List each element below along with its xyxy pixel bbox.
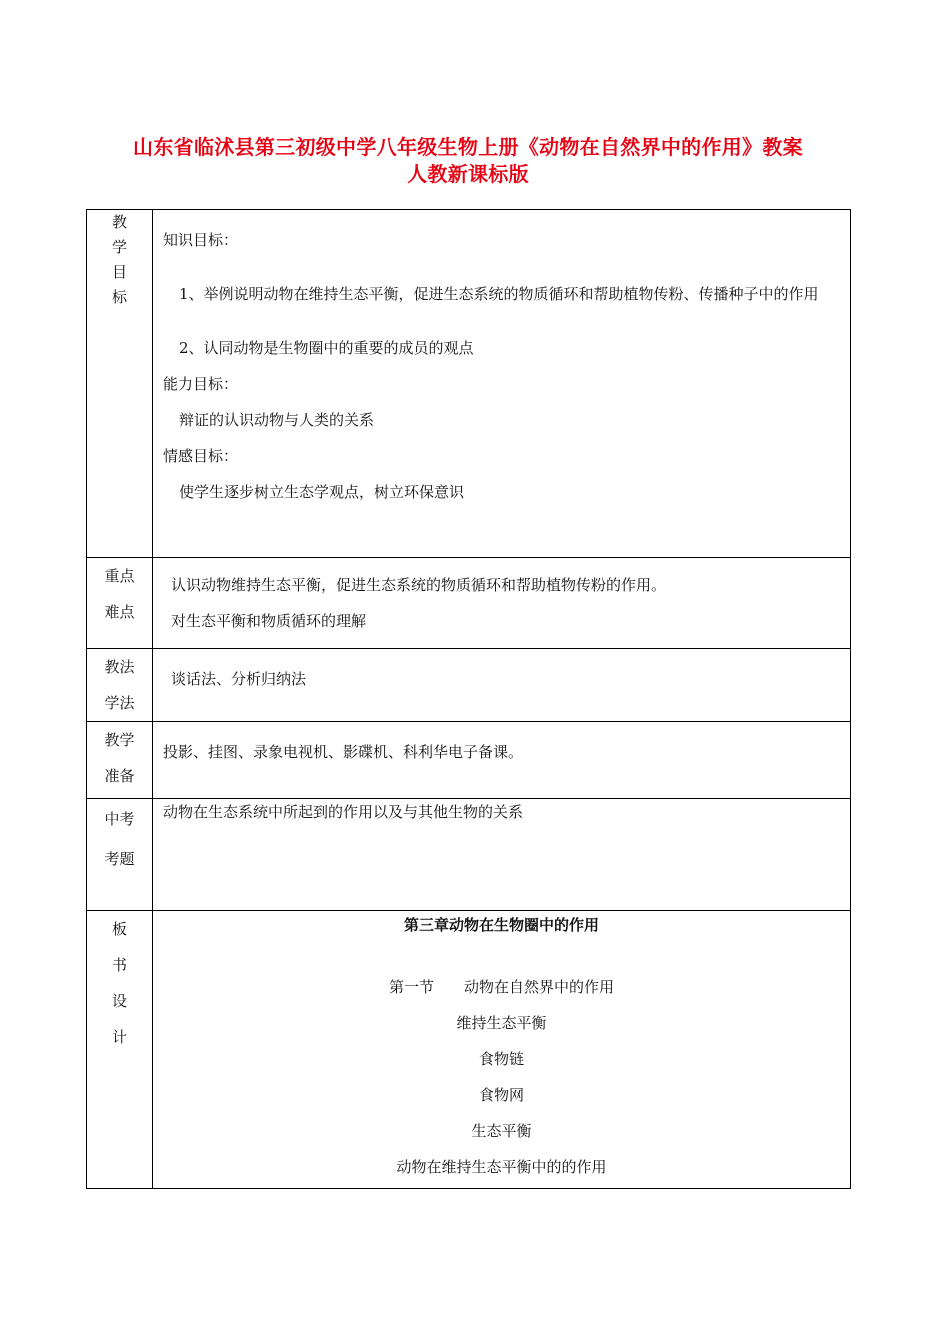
key-point-line-1: 认识动物维持生态平衡，促进生态系统的物质循环和帮助植物传粉的作用。: [171, 576, 667, 594]
label-line: 难点: [104, 603, 135, 621]
label-methods: [87, 649, 153, 722]
board-item: 食物链: [478, 1050, 524, 1068]
ability-heading: 能力目标：: [163, 375, 239, 393]
board-item: 维持生态平衡: [456, 1014, 547, 1032]
content-exam: [153, 799, 851, 911]
title-line-2: 人教新课标版: [407, 162, 529, 186]
key-point-line-2: 对生态平衡和物质循环的理解: [171, 612, 367, 630]
label-char: 板: [111, 920, 127, 938]
board-section-title: 第一节 动物在自然界中的作用: [388, 978, 614, 996]
title-line-1: 山东省临沭县第三初级中学八年级生物上册《动物在自然界中的作用》教案: [133, 135, 803, 159]
content-preparation: [153, 722, 851, 799]
label-exam: [87, 799, 153, 911]
knowledge-item-1: 1、举例说明动物在维持生态平衡，促进生态系统的物质循环和帮助植物传粉、传播种子中的作用: [179, 285, 819, 303]
label-line: 教学: [104, 731, 135, 749]
label-char: 标: [111, 288, 127, 306]
row-board-design: [87, 911, 851, 1189]
emotion-item: 使学生逐步树立生态学观点，树立环保意识: [179, 483, 465, 501]
label-char: 学: [111, 238, 127, 256]
board-chapter-title: 第三章动物在生物圈中的作用: [403, 916, 599, 934]
label-board-design: [87, 911, 153, 1189]
label-key-points: [87, 558, 153, 649]
content-objectives: [153, 210, 851, 558]
row-exam: [87, 799, 851, 911]
board-item: 食物网: [478, 1086, 524, 1104]
row-key-points: [87, 558, 851, 649]
knowledge-item-2: 2、认同动物是生物圈中的重要的成员的观点: [179, 339, 474, 357]
content-methods: [153, 649, 851, 722]
ability-item: 辩证的认识动物与人类的关系: [179, 411, 375, 429]
label-line: 中考: [104, 810, 135, 828]
label-line: 考题: [104, 850, 135, 868]
board-item: 动物在维持生态平衡中的的作用: [396, 1158, 607, 1176]
row-methods: [87, 649, 851, 722]
label-preparation: [87, 722, 153, 799]
label-char: 目: [111, 263, 127, 281]
document-title: [86, 134, 850, 188]
content-key-points: [153, 558, 851, 649]
label-line: 教法: [104, 658, 135, 676]
row-objectives: [87, 210, 851, 558]
content-board-design: [153, 911, 851, 1189]
label-char: 计: [111, 1028, 127, 1046]
lesson-plan-table: [86, 209, 851, 1189]
label-line: 准备: [104, 767, 135, 785]
label-char: 设: [111, 992, 127, 1010]
label-line: 重点: [104, 567, 135, 585]
label-line: 学法: [104, 694, 135, 712]
emotion-heading: 情感目标：: [163, 447, 239, 465]
label-objectives: [87, 210, 153, 558]
label-char: 教: [111, 213, 127, 231]
label-char: 书: [111, 956, 127, 974]
knowledge-heading: 知识目标：: [163, 231, 239, 249]
preparation-text: 投影、挂图、录象电视机、影碟机、科利华电子备课。: [163, 743, 524, 761]
exam-text: 动物在生态系统中所起到的作用以及与其他生物的关系: [163, 803, 524, 821]
row-preparation: [87, 722, 851, 799]
methods-text: 谈话法、分析归纳法: [171, 670, 307, 688]
board-item: 生态平衡: [471, 1122, 532, 1140]
